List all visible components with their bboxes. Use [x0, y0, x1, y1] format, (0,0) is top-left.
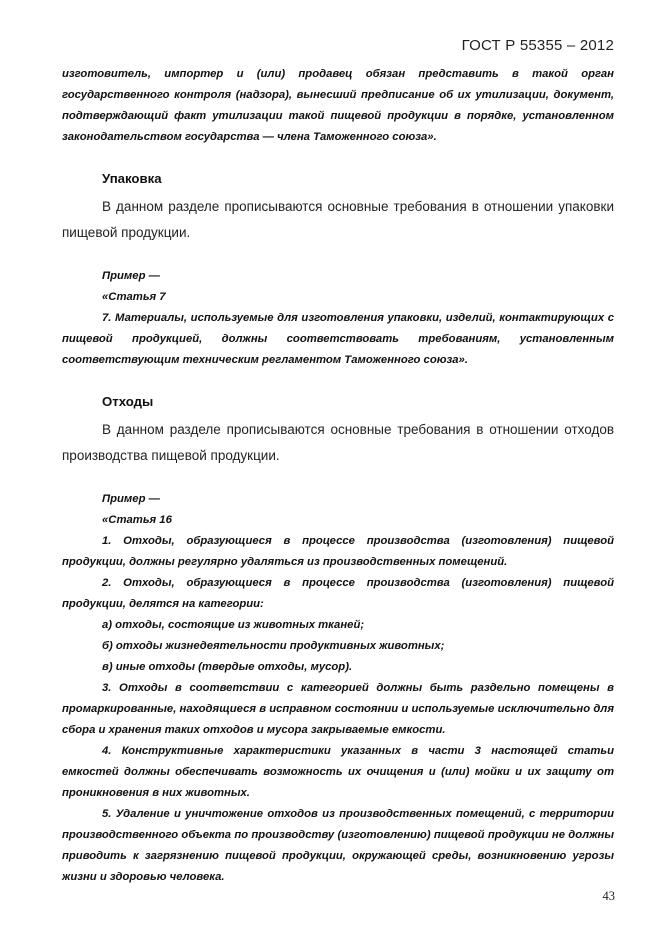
waste-description: В данном разделе прописываются основные требования в отношении отходов производства пищевой продукции.	[62, 422, 614, 463]
waste-item-3: 3. Отходы в соответствии с категорией должны быть раздельно помещены в промаркированные, находящиеся в исправном состоянии и используемые исключительно для сбора и хранения таких отходов и мусора закрываемые емкости.	[62, 682, 614, 736]
waste-item-1: 1. Отходы, образующиеся в процессе производства (изготовления) пищевой продукции, должны регулярно удаляться из производственных помещений.	[62, 535, 614, 568]
waste-item-2b: б) отходы жизнедеятельности продуктивных животных;	[102, 640, 445, 652]
waste-article-label: «Статья 16	[102, 514, 172, 526]
waste-item-2c: в) иные отходы (твердые отходы, мусор).	[102, 661, 353, 673]
waste-item-4: 4. Конструктивные характеристики указанных в части 3 настоящей статьи емкостей должны обеспечивать возможность их очищения и (или) мойки и их защиту от проникновения в них животных.	[62, 745, 614, 799]
intro-quote: изготовитель, импортер и (или) продавец обязан представить в такой орган государственного контроля (надзора), вынесший предписание об их утилизации, документ, подтверждающий факт утилизации такой пищевой продукции в порядке, установленном законодательством государства — члена Таможенного союза».	[62, 68, 614, 143]
packaging-article-text: 7. Материалы, используемые для изготовления упаковки, изделий, контактирующих с пищевой продукцией, должны соответствовать требованиям, установленным соответствующим техническим регламентом Таможенного союза».	[62, 312, 614, 366]
waste-item-5: 5. Удаление и уничтожение отходов из производственных помещений, с территории производственного объекта по производству (изготовлению) пищевой продукции не должны приводить к загрязнению пищевой продукции, окружающей среды, возникновению угрозы жизни и здоровью человека.	[62, 808, 614, 883]
packaging-example-label: Пример —	[102, 270, 160, 282]
packaging-article-label: «Статья 7	[102, 291, 166, 303]
packaging-description: В данном разделе прописываются основные требования в отношении упаковки пищевой продукции.	[62, 199, 614, 240]
page-content	[62, 64, 614, 888]
section-title-waste: Отходы	[102, 394, 154, 409]
waste-item-2: 2. Отходы, образующиеся в процессе производства (изготовления) пищевой продукции, делятся на категории:	[62, 577, 614, 610]
section-title-packaging: Упаковка	[102, 171, 162, 186]
waste-example-label: Пример —	[102, 493, 160, 505]
standard-header: ГОСТ Р 55355 – 2012	[461, 37, 614, 54]
page-number: 43	[602, 889, 615, 903]
waste-item-2a: а) отходы, состоящие из животных тканей;	[102, 619, 365, 631]
